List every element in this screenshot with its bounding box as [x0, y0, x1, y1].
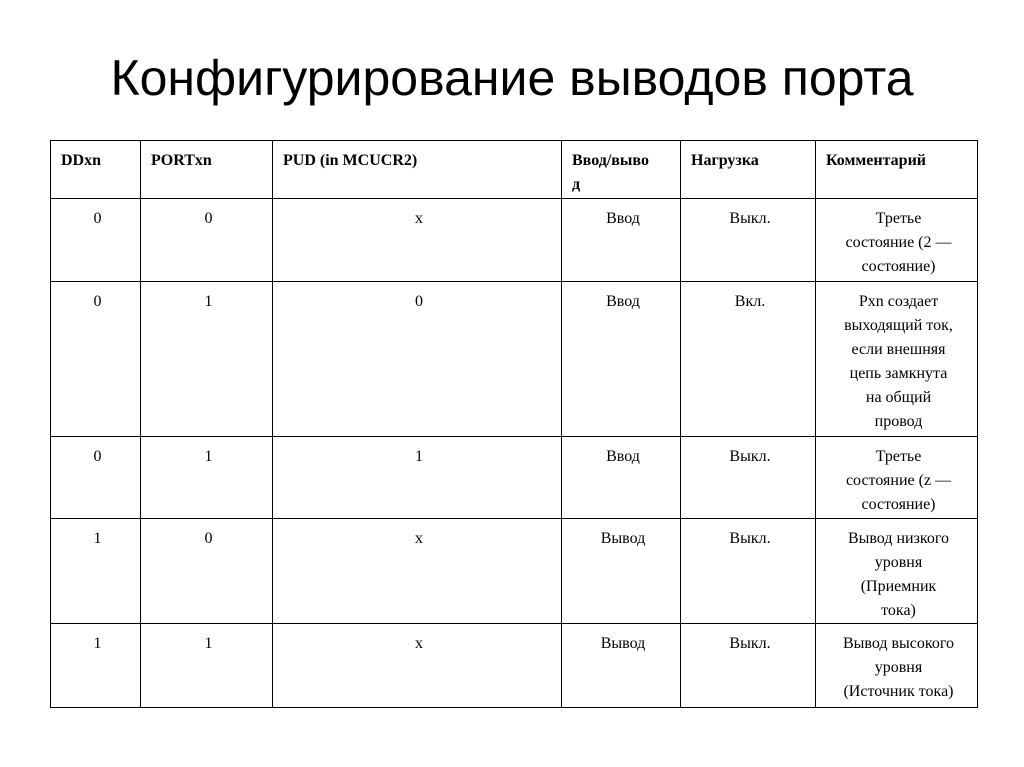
cell-pud: 0	[273, 282, 562, 437]
cell-comment: Pxn создает выходящий ток, если внешняя цепь замкнута на общий провод	[816, 282, 978, 437]
cell-load: Выкл.	[681, 199, 816, 282]
cell-load: Выкл.	[681, 437, 816, 519]
cell-load: Выкл.	[681, 519, 816, 624]
cell-ddxn: 1	[51, 519, 141, 624]
table-row	[51, 519, 978, 624]
header-portxn: PORTxn	[141, 141, 273, 199]
header-comment: Комментарий	[816, 141, 978, 199]
table-row	[51, 624, 978, 708]
table-header-row	[51, 141, 978, 199]
cell-ddxn: 1	[51, 624, 141, 708]
cell-portxn: 1	[141, 437, 273, 519]
cell-io: Вывод	[562, 624, 681, 708]
cell-ddxn: 0	[51, 199, 141, 282]
cell-load: Выкл.	[681, 624, 816, 708]
header-load: Нагрузка	[681, 141, 816, 199]
cell-comment: Третье состояние (2 — состояние)	[816, 199, 978, 282]
cell-portxn: 1	[141, 282, 273, 437]
cell-io: Ввод	[562, 199, 681, 282]
cell-io: Вывод	[562, 519, 681, 624]
header-ddxn: DDxn	[51, 141, 141, 199]
cell-comment: Вывод низкого уровня (Приемник тока)	[816, 519, 978, 624]
table-row	[51, 437, 978, 519]
cell-pud: x	[273, 199, 562, 282]
table-row	[51, 199, 978, 282]
cell-comment: Третье состояние (z — состояние)	[816, 437, 978, 519]
header-io: Ввод/выво д	[562, 141, 681, 199]
cell-ddxn: 0	[51, 437, 141, 519]
cell-portxn: 0	[141, 519, 273, 624]
cell-ddxn: 0	[51, 282, 141, 437]
cell-load: Вкл.	[681, 282, 816, 437]
slide-title: Конфигурирование выводов порта	[110, 50, 914, 106]
cell-pud: x	[273, 519, 562, 624]
port-config-table	[50, 140, 978, 708]
cell-portxn: 0	[141, 199, 273, 282]
cell-pud: 1	[273, 437, 562, 519]
cell-portxn: 1	[141, 624, 273, 708]
cell-io: Ввод	[562, 437, 681, 519]
cell-pud: x	[273, 624, 562, 708]
table-row	[51, 282, 978, 437]
cell-io: Ввод	[562, 282, 681, 437]
cell-comment: Вывод высокого уровня (Источник тока)	[816, 624, 978, 708]
header-pud: PUD (in MCUCR2)	[273, 141, 562, 199]
